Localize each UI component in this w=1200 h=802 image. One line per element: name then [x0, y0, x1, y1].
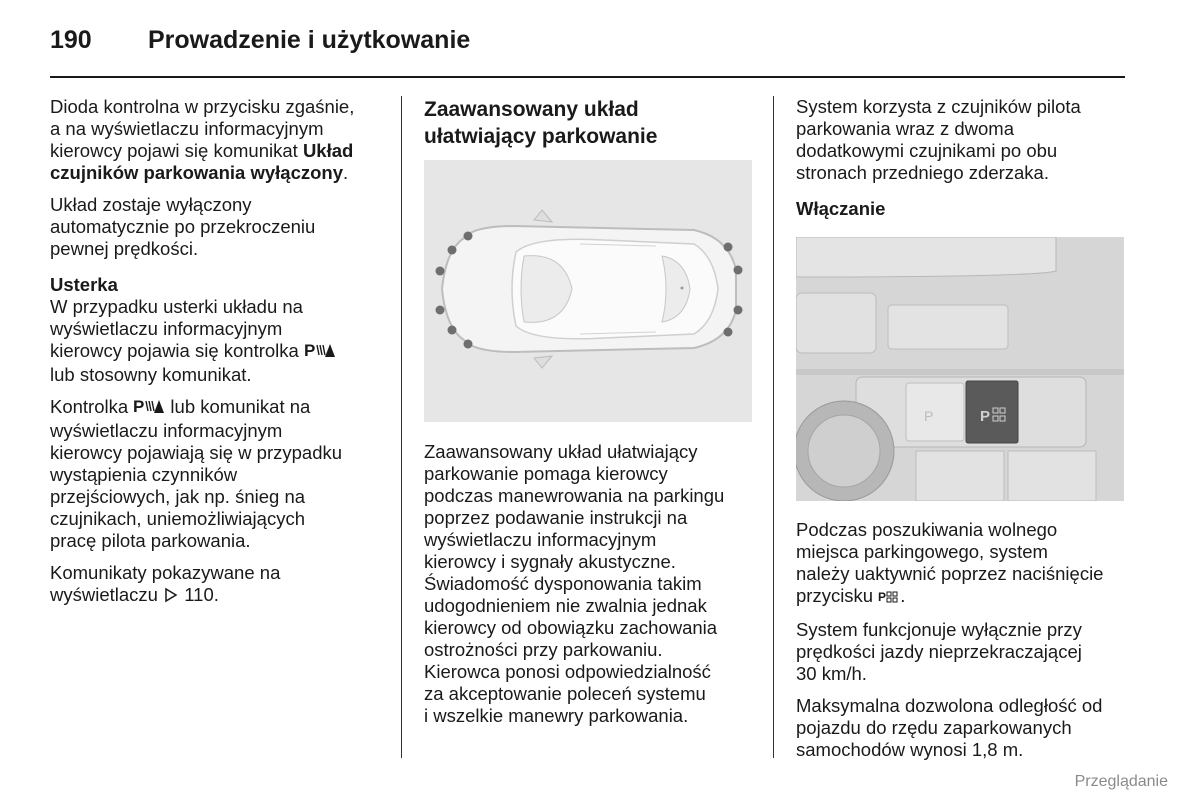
text-line: Podczas poszukiwania wolnego: [796, 519, 1058, 540]
park-assist-button: [966, 381, 1018, 443]
paragraph-distance: [796, 695, 1146, 761]
activation-heading: Włączanie: [796, 198, 886, 219]
text-run: .: [900, 585, 906, 606]
paragraph-activation: [796, 519, 1146, 609]
text-line: poprzez podawanie instrukcji na: [424, 507, 688, 528]
reference-arrow-icon[interactable]: [163, 586, 179, 608]
column-2-body: [424, 441, 764, 737]
text-line: kierowcy od obowiązku zachowania: [424, 617, 718, 638]
text-line: wyświetlaczu informacyjnym: [50, 318, 283, 339]
text-line: pracę pilota parkowania.: [50, 530, 251, 551]
text-line: dodatkowymi czujnikami po obu: [796, 140, 1058, 161]
text-line: pojazdu do rzędu zaparkowanych: [796, 717, 1072, 738]
text-line: przejściowych, jak np. śnieg na: [50, 486, 306, 507]
dashboard-panel-illustration: [796, 237, 1124, 501]
text-line: czujnikach, uniemożliwiających: [50, 508, 305, 529]
paragraph-1: [50, 96, 390, 184]
button-panel-figure: [796, 237, 1124, 501]
text-line: i wszelkie manewry parkowania.: [424, 705, 689, 726]
text-line: ostrożności przy parkowaniu.: [424, 639, 663, 660]
text-line: lub stosowny komunikat.: [50, 364, 252, 385]
text-line: [796, 585, 1146, 609]
text-line: Komunikaty pokazywane na: [50, 562, 281, 583]
svg-text:P: P: [133, 397, 145, 415]
text-line: Układ zostaje wyłączony: [50, 194, 252, 215]
text-line: [50, 340, 390, 364]
page-number: 190: [50, 26, 92, 54]
page-reference[interactable]: 110.: [179, 584, 219, 605]
svg-text:P: P: [878, 590, 887, 604]
text-run: lub komunikat na: [165, 396, 311, 417]
park-assist-button-icon: [878, 587, 900, 609]
paragraph-sensors: [796, 96, 1136, 184]
column-3-body: [796, 519, 1146, 771]
svg-text:P: P: [303, 341, 316, 359]
footer-section-label: Przeglądanie: [1074, 773, 1168, 790]
text-line: prędkości jazdy nieprzekraczającej: [796, 641, 1082, 662]
column-divider-1: [401, 96, 402, 758]
text-line: [50, 396, 390, 420]
message-name: Układ: [302, 140, 354, 161]
text-line: System korzysta z czujników pilota: [796, 96, 1081, 117]
text-run: Kontrolka: [50, 396, 134, 417]
text-line: za akceptowanie poleceń systemu: [424, 683, 706, 704]
text-line: [50, 584, 390, 608]
text-line: a na wyświetlaczu informacyjnym: [50, 118, 324, 139]
text-run: kierowcy pojawi się komunikat: [50, 140, 303, 161]
car-top-view-illustration: [424, 160, 752, 422]
header-rule: [50, 76, 1125, 78]
column-divider-2: [773, 96, 774, 758]
text-line: Kierowca ponosi odpowiedzialność: [424, 661, 711, 682]
text-line: wystąpienia czynników: [50, 464, 238, 485]
text-line: kierowcy pojawiają się w przypadku: [50, 442, 343, 463]
paragraph-2: [50, 194, 390, 260]
text-line: parkowania wraz z dwoma: [796, 118, 1014, 139]
fault-heading: Usterka: [50, 274, 118, 295]
paragraph-speed: [796, 619, 1146, 685]
text-line: 30 km/h.: [796, 663, 867, 684]
text-line: miejsca parkingowego, system: [796, 541, 1048, 562]
heading-line: ułatwiający parkowanie: [424, 125, 658, 148]
column-1: [50, 96, 390, 618]
text-line: wyświetlaczu informacyjnym: [424, 529, 657, 550]
column-3: [796, 96, 1136, 220]
text-line: samochodów wynosi 1,8 m.: [796, 739, 1024, 760]
text-line: Dioda kontrolna w przycisku zgaśnie,: [50, 96, 355, 117]
text-line: kierowcy i sygnały akustyczne.: [424, 551, 676, 572]
column-2: [424, 96, 759, 150]
paragraph-intro: [424, 441, 764, 727]
text-line: [50, 140, 390, 162]
text-line: Maksymalna dozwolona odległość od: [796, 695, 1103, 716]
heading-line: Zaawansowany układ: [424, 98, 639, 121]
text-line: stronach przedniego zderzaka.: [796, 162, 1049, 183]
page-title: Prowadzenie i użytkowanie: [148, 26, 471, 54]
paragraph-5: [50, 562, 390, 608]
car-sensor-figure: [424, 160, 752, 422]
text-line: Zaawansowany układ ułatwiający: [424, 441, 698, 462]
text-line: System funkcjonuje wyłącznie przy: [796, 619, 1082, 640]
svg-text:P: P: [924, 408, 934, 424]
text-line: należy uaktywnić poprzez naciśnięcie: [796, 563, 1104, 584]
paragraph-4: [50, 396, 390, 552]
text-run: przycisku: [796, 585, 879, 606]
text-line: wyświetlaczu informacyjnym: [50, 420, 283, 441]
fault-section: [50, 274, 390, 386]
message-name: czujników parkowania wyłączony: [50, 162, 344, 183]
park-assist-warning-icon: [133, 397, 165, 420]
svg-text:P: P: [980, 408, 991, 425]
text-run: .: [343, 162, 349, 183]
text-line: W przypadku usterki układu na: [50, 296, 303, 317]
text-run: wyświetlaczu: [50, 584, 164, 605]
text-line: pewnej prędkości.: [50, 238, 199, 259]
text-line: podczas manewrowania na parkingu: [424, 485, 725, 506]
park-assist-warning-icon: [304, 341, 336, 364]
text-line: [50, 162, 390, 184]
text-line: Świadomość dysponowania takim: [424, 573, 702, 594]
text-run: kierowcy pojawia się kontrolka: [50, 340, 304, 361]
section-heading: [424, 96, 759, 150]
text-line: automatycznie po przekroczeniu: [50, 216, 316, 237]
text-line: udogodnieniem nie zwalnia jednak: [424, 595, 707, 616]
text-line: parkowanie pomaga kierowcy: [424, 463, 668, 484]
